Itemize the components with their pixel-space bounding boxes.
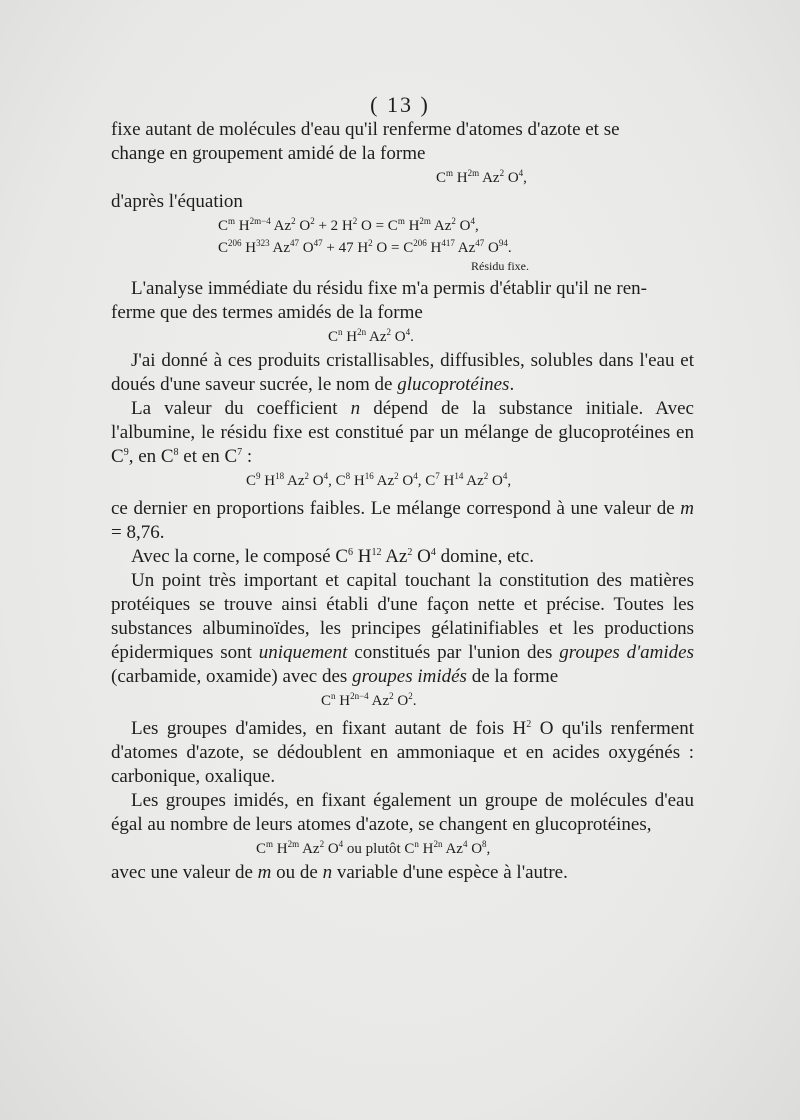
formula-text: $C^m$ $H^{2m-4}$ Az$^2$ $O^2 + 2$ $H^2$ $O = C^m$ $H^{2m}$ Az$^2$ $O^4$, <box>218 216 479 234</box>
equation-1 <box>111 214 694 238</box>
paragraph-3-line-1: L'analyse immédiate du résidu fixe m'a permis d'établir qu'il ne ren- <box>131 278 647 299</box>
emphasis-groupes-imides: groupes imidés <box>352 666 467 687</box>
paragraph-8-part-c: (carbamide, oxamide) avec des <box>111 666 348 687</box>
paragraph-11-part-b: ou de <box>276 862 318 883</box>
paragraph-4-text: J'ai donné à ces produits cristallisables, diffusibles, solubles dans l'eau et doués d'une saveur sucrée, le nom de <box>111 350 694 395</box>
paragraph-8-part-b: constitués par l'union des <box>354 642 553 663</box>
residu-fixe-label: Résidu fixe. <box>471 259 529 273</box>
paragraph-8 <box>111 569 694 689</box>
formula-text: $C^m$ $H^{2m}$ Az$^2$ $O^4$ ou plutôt $C^n$ $H^{2n}$ Az$^4$ $O^8$, <box>256 839 491 857</box>
formula-amide-group <box>111 166 694 190</box>
paragraph-3-line-2: ferme que des termes amidés de la forme <box>111 302 423 323</box>
variable-m: m <box>680 498 695 519</box>
paragraph-4 <box>111 349 694 397</box>
paragraph-5 <box>111 397 694 469</box>
paragraph-8-part-d: de la forme <box>471 666 559 687</box>
body-text <box>111 118 694 885</box>
formula-imide-group <box>111 689 694 713</box>
formula-text: $C^n$ $H^{2n-4}$ Az$^2$ $O^2$. <box>321 691 417 709</box>
paragraph-11-part-a: avec une valeur de <box>111 862 253 883</box>
paragraph-6-start: ce dernier en proportions faibles. Le mélange correspond à une valeur de <box>111 498 675 519</box>
formula-amide-terms <box>111 325 694 349</box>
paragraph-6 <box>111 497 694 545</box>
formula-glucoproteins-final <box>111 837 694 861</box>
formula-text: $C^m$ $H^{2m}$ Az$^2$ $O^4$, <box>436 168 527 186</box>
term-glucoproteines: glucoprotéines <box>397 374 510 395</box>
paragraph-3 <box>111 277 694 325</box>
paragraph-4-end: . <box>509 374 515 395</box>
equation-2 <box>111 238 694 259</box>
paragraph-11-part-c: variable d'une espèce à l'autre. <box>336 862 568 883</box>
paragraph-6-end: = 8,76. <box>111 522 165 543</box>
paragraph-1-line-1: fixe autant de molécules d'eau qu'il renferme d'atomes d'azote et se <box>111 119 620 140</box>
emphasis-groupes-amides: groupes d'amides <box>559 642 695 663</box>
emphasis-uniquement: uniquement <box>258 642 348 663</box>
paragraph-1-line-2: change en groupement amidé de la forme <box>111 143 426 164</box>
paragraph-10: Les groupes imidés, en fixant également un groupe de molécules d'eau égal au nombre de leurs atomes d'azote, se changent en glucoprotéines, <box>111 790 694 835</box>
variable-n: n <box>322 862 333 883</box>
paragraph-2: d'après l'équation <box>111 191 243 212</box>
paragraph-9: Les groupes d'amides, en fixant autant de fois $H^2$ O qu'ils renferment d'atomes d'azote, se dédoublent en ammoniaque et en acides oxygénés : carbonique, oxalique. <box>111 718 694 787</box>
paragraph-5-start: La valeur du coefficient <box>131 398 338 419</box>
variable-m: m <box>257 862 272 883</box>
variable-n: n <box>350 398 361 419</box>
paragraph-1 <box>111 118 694 166</box>
page-number: ( 13 ) <box>370 92 430 117</box>
formula-glucoproteins <box>111 469 694 493</box>
paragraph-7: Avec la corne, le composé $C^6$ $H^{12}$ Az$^2$ $O^4$ domine, etc. <box>131 546 534 567</box>
formula-text: $C^n$ $H^{2n}$ Az$^2$ $O^4$. <box>328 327 414 345</box>
paragraph-8-part-a: Un point très important et capital touchant la constitution des matières protéiques se trouve ainsi établi d'une façon nette et précise. Toutes les substances albuminoïdes, les principes gélatinifiables et les productions épidermiques sont <box>111 570 694 663</box>
formula-text: $C^9$ $H^{18}$ Az$^2$ $O^4$, $C^8$ $H^{16}$ Az$^2$ $O^4$, $C^7$ $H^{14}$ Az$^2$ $O^4$, <box>246 471 512 489</box>
formula-text: $C^{206}$ $H^{323}$ Az$^{47}$ $O^{47} + 47$ $H^2$ $O = C^{206}$ $H^{417}$ Az$^{47}$ $O^{94}$. <box>218 238 512 256</box>
paragraph-5-rest: dépend de la substance initiale. Avec l'albumine, le résidu fixe est constitué par un mélange de glucoprotéines en $C^9$, en $C^8$ et en $C^7$ : <box>111 398 694 467</box>
paragraph-11 <box>111 861 694 885</box>
